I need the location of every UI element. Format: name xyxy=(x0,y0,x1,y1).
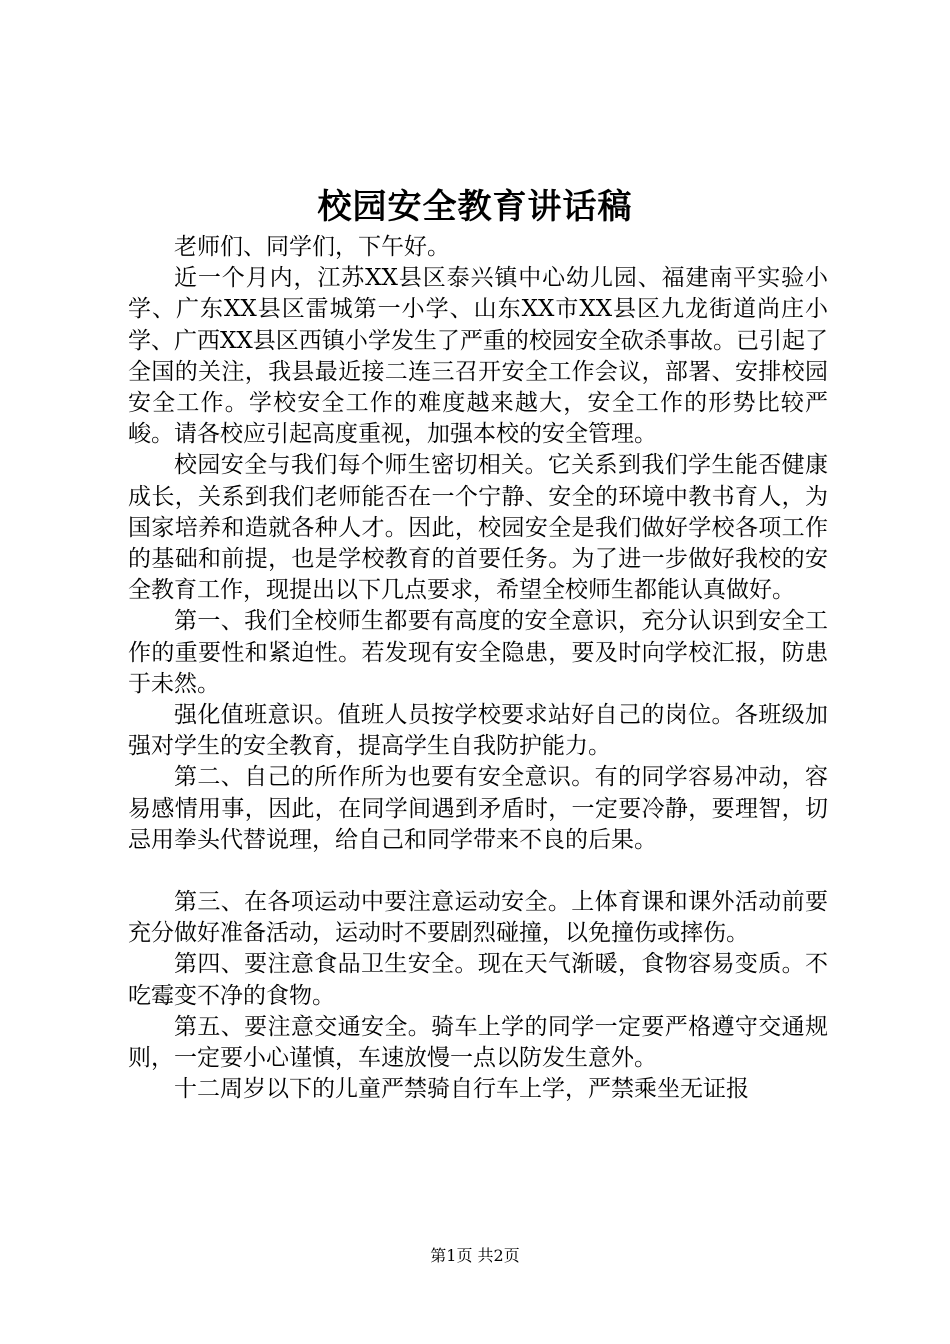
paragraph-campus-safety: 校园安全与我们每个师生密切相关。它关系到我们学生能否健康成长，关系到我们老师能否在一个宁静、安全的环境中教书育人，为国家培养和造就各种人才。因此，校园安全是我们做好学校各项工作的基础和前提，也是学校教育的首要任务。为了进一步做好我校的安全教育工作，现提出以下几点要求，希望全校师生都能认真做好。 xyxy=(128,452,828,604)
page-footer: 第1页 共2页 xyxy=(430,1246,520,1265)
paragraph-duty-awareness: 强化值班意识。值班人员按学校要求站好自己的岗位。各班级加强对学生的安全教育，提高学生自我防护能力。 xyxy=(128,702,828,760)
paragraph-requirement-5: 第五、要注意交通安全。骑车上学的同学一定要严格遵守交通规则，一定要小心谨慎，车速放慢一点以防发生意外。 xyxy=(128,1013,828,1072)
paragraph-requirement-4: 第四、要注意食品卫生安全。现在天气渐暖，食物容易变质。不吃霉变不净的食物。 xyxy=(128,951,828,1009)
paragraph-requirement-2: 第二、自己的所作所为也要有安全意识。有的同学容易冲动，容易感情用事，因此，在同学间遇到矛盾时，一定要冷静，要理智，切忌用拳头代替说理，给自己和同学带来不良的后果。 xyxy=(128,764,828,853)
paragraph-requirement-3: 第三、在各项运动中要注意运动安全。上体育课和课外活动前要充分做好准备活动，运动时不要剧烈碰撞，以免撞伤或摔伤。 xyxy=(128,889,828,947)
paragraph-children-cycling: 十二周岁以下的儿童严禁骑自行车上学，严禁乘坐无证报 xyxy=(174,1076,749,1103)
document-title: 校园安全教育讲话稿 xyxy=(317,187,633,227)
document-body xyxy=(128,232,828,1105)
paragraph-requirement-1: 第一、我们全校师生都要有高度的安全意识，充分认识到安全工作的重要性和紧迫性。若发现有安全隐患，要及时向学校汇报，防患于未然。 xyxy=(128,608,828,697)
paragraph-recent-incidents: 近一个月内，江苏XX县区泰兴镇中心幼儿园、福建南平实验小学、广东XX县区雷城第一小学、山东XX市XX县区九龙街道尚庄小学、广西XX县区西镇小学发生了严重的校园安全砍杀事故。已引起了全国的关注，我县最近接二连三召开安全工作会议，部署、安排校园安全工作。学校安全工作的难度越来越大，安全工作的形势比较严峻。请各校应引起高度重视，加强本校的安全管理。 xyxy=(128,265,828,448)
paragraph-greeting: 老师们、同学们，下午好。 xyxy=(174,234,450,260)
